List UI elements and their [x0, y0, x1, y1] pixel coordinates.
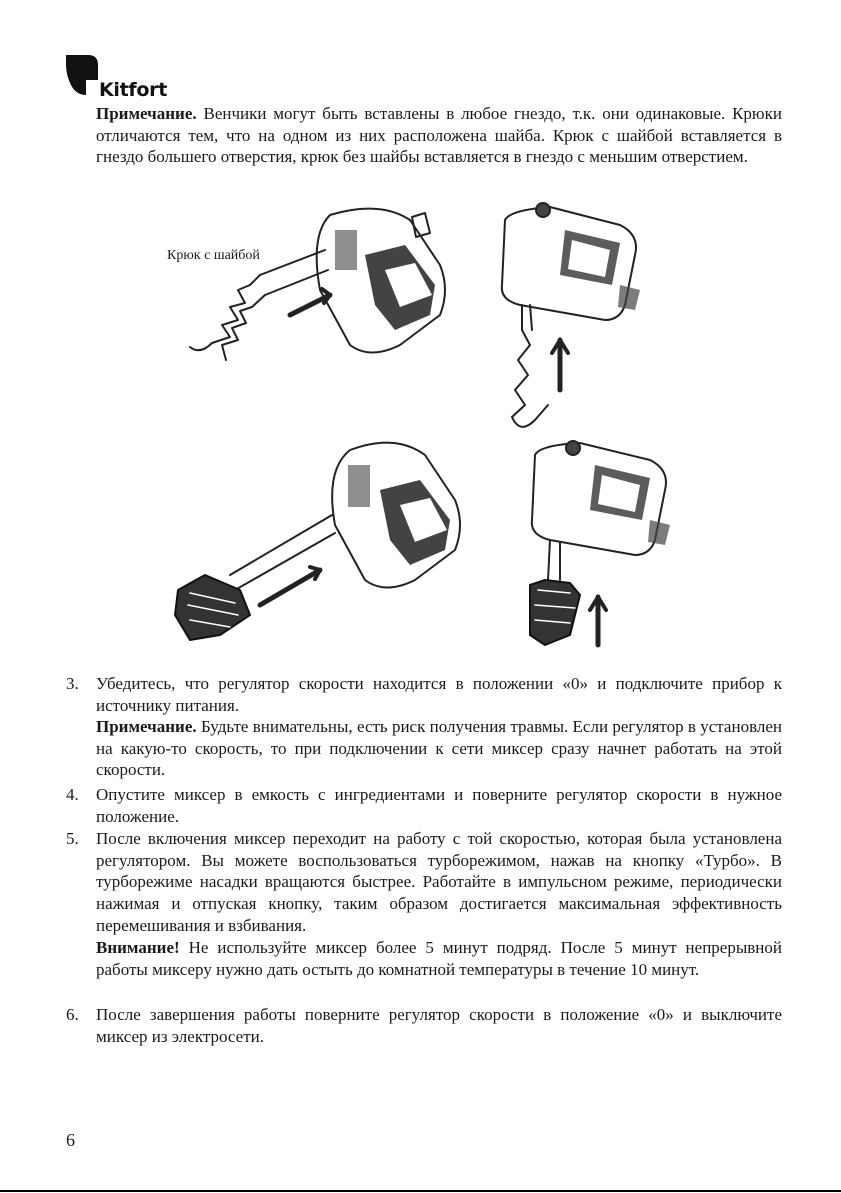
mixer-side-top-icon — [317, 209, 445, 353]
note-text: Будьте внимательны, есть риск получения травмы. Если регулятор в установлен на какую-то скорость, то при подключении к сети миксер сразу начнет работать на этой скорости. — [96, 717, 782, 780]
brand-name: Kitfort — [99, 79, 167, 101]
warning-text: Не используйте миксер более 5 минут подряд. После 5 минут непрерывной работы миксеру нужно дать остыть до комнатной температуры в течение 10 минут. — [96, 938, 782, 979]
step-number: 4. — [66, 785, 79, 804]
note-text: Венчики могут быть вставлены в любое гнездо, т.к. они одинаковые. Крюки отличаются тем, что на одном из них расположена шайба. Крюк с шайбой вставляется в гнездо большего отверстия, крюк без шайбы вставляется в гнездо с меньшим отверстием. — [96, 104, 782, 167]
page-bottom-border — [0, 1190, 841, 1192]
note-step-3 — [96, 716, 782, 781]
step-number: 6. — [66, 1005, 79, 1024]
step-number: 3. — [66, 674, 79, 693]
note-label: Примечание. — [96, 717, 197, 736]
step-3-text: Убедитесь, что регулятор скорости находится в положении «0» и подключите прибор к источнику питания. — [96, 674, 782, 715]
hook-with-washer-label: Крюк с шайбой — [167, 248, 260, 263]
step-4-text: Опустите миксер в емкость с ингредиентами и поверните регулятор скорости в нужное положение. — [96, 785, 782, 826]
note-label: Примечание. — [96, 104, 197, 123]
note-attachments — [96, 103, 782, 168]
page-number: 6 — [66, 1130, 75, 1150]
warning-step-5 — [96, 937, 782, 980]
step-6-text: После завершения работы поверните регулятор скорости в положение «0» и выключите миксер из электросети. — [96, 1005, 782, 1046]
warning-label: Внимание! — [96, 938, 180, 957]
step-5-text: После включения миксер переходит на работу с той скоростью, которая была установлена регулятором. Вы можете воспользоваться турборежимом, нажав на кнопку «Турбо». В турборежиме насадки вращаются быстрее. Работайте в импульсном режиме, периодически нажимая и отпуская кнопку, таким образом достигается максимальная эффективность перемешивания и взбивания. — [96, 829, 782, 935]
mixer-front-top-icon — [502, 203, 640, 427]
mixer-side-bottom-icon — [332, 443, 460, 588]
mixer-illustration — [150, 195, 690, 665]
step-number: 5. — [66, 829, 79, 848]
mixer-front-bottom-icon — [530, 441, 670, 645]
